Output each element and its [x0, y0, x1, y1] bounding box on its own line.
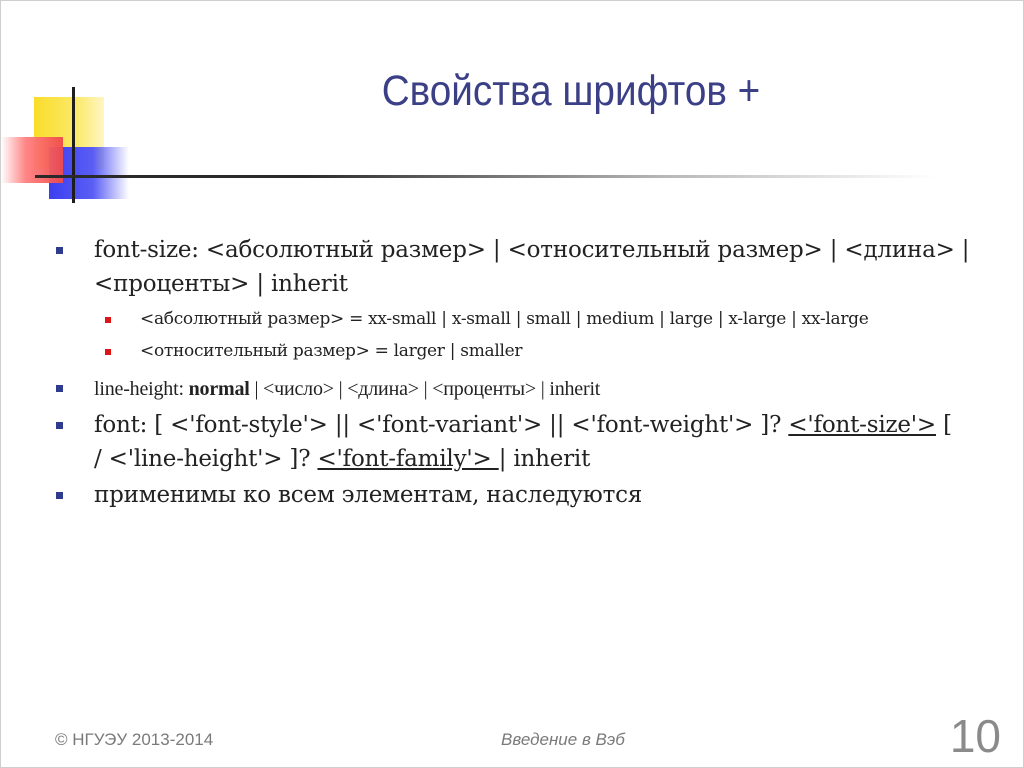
font-family-link: <'font-family'> — [317, 446, 499, 472]
page-number: 10 — [949, 710, 1001, 762]
bullet-marker — [56, 422, 63, 429]
sub-bullet-relative — [56, 335, 996, 367]
bullet-line-height — [56, 371, 996, 406]
line-height-normal: normal — [188, 378, 250, 400]
sub-bullet-marker — [105, 349, 111, 355]
relative-size-text: <относительный размер> = larger | smaller — [140, 341, 523, 361]
bullet-applies — [56, 478, 996, 512]
font-size-link: <'font-size'> — [788, 412, 936, 438]
footer-copyright: © НГУЭУ 2013-2014 — [55, 730, 214, 749]
footer-course: Введение в Вэб — [501, 730, 625, 749]
font-prefix: font: [ <'font-style'> || <'font-variant'> || <'font-weight'> ]? — [94, 412, 789, 438]
font-tail: | inherit — [498, 446, 591, 472]
bullet-font-size — [56, 233, 996, 301]
line-height-prefix: line-height: — [94, 378, 189, 400]
font-size-line1: font-size: <абсолютный размер> | <относительный размер> | <длина> | — [94, 237, 970, 263]
font-mid2: / <'line-height'> ]? — [94, 446, 318, 472]
bullet-marker — [56, 492, 63, 499]
bullet-marker — [56, 247, 63, 254]
sub-bullet-marker — [105, 317, 111, 323]
applies-text: применимы ко всем элементам, наследуются — [94, 482, 643, 508]
bullet-font — [56, 408, 996, 476]
line-height-rest: | <число> | <длина> | <проценты> | inherit — [249, 378, 601, 400]
font-mid1: [ — [936, 412, 952, 438]
logo-vertical-line — [72, 87, 75, 203]
sub-bullet-absolute — [56, 303, 996, 335]
bullet-marker — [56, 385, 63, 392]
absolute-size-text: <абсолютный размер> = xx-small | x-small | small | medium | large | x-large | xx-large — [140, 309, 869, 329]
slide-title: Свойства шрифтов + — [381, 67, 761, 115]
font-size-line2: <проценты> | inherit — [94, 271, 348, 297]
title-divider — [35, 175, 935, 178]
slide-content — [56, 233, 996, 514]
